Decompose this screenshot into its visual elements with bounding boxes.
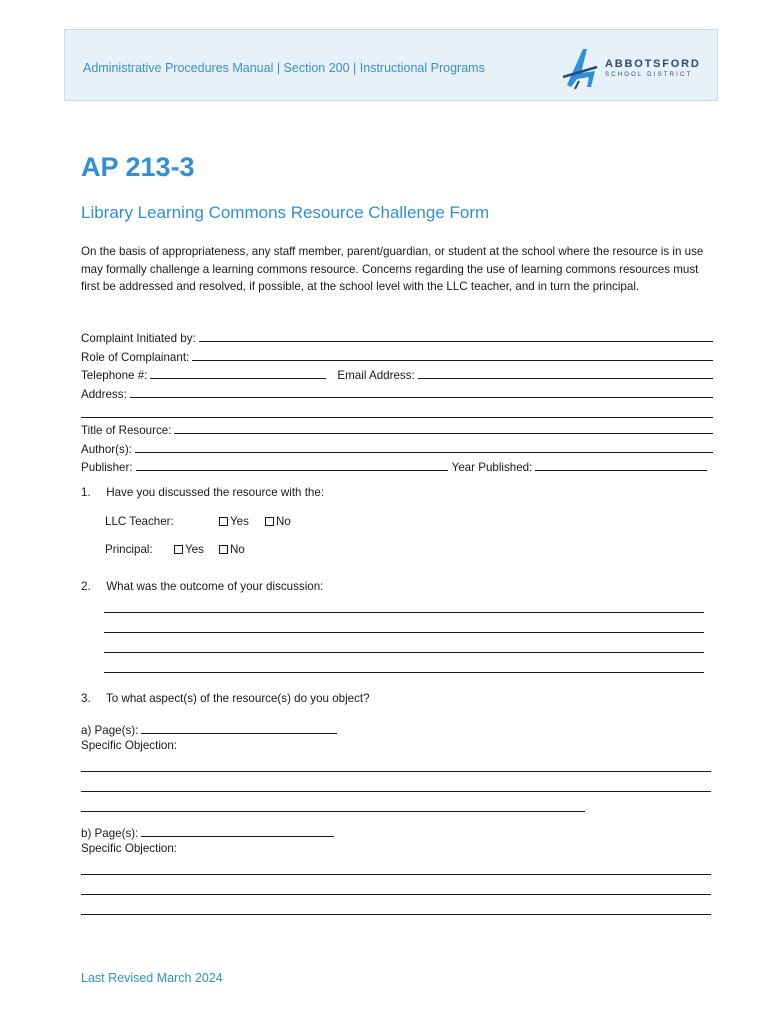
question-2-text: What was the outcome of your discussion: — [106, 580, 324, 593]
telephone-field[interactable] — [150, 366, 326, 379]
year-label: Year Published: — [451, 461, 533, 474]
authors-row — [81, 440, 713, 459]
principal-label: Principal: — [105, 543, 153, 556]
llc-yes-label: Yes — [230, 515, 249, 528]
principal-yes-label: Yes — [185, 543, 204, 556]
part-a-pages-field[interactable] — [141, 721, 337, 734]
question-1 — [81, 486, 324, 499]
checkbox-icon[interactable] — [219, 517, 228, 526]
address-row — [81, 385, 713, 404]
title-label: Title of Resource: — [81, 424, 172, 437]
complainant-fields — [81, 329, 713, 477]
answer-line[interactable] — [104, 613, 704, 633]
title-field[interactable] — [174, 421, 713, 434]
complaint-row — [81, 329, 713, 348]
answer-line[interactable] — [104, 633, 704, 653]
part-a-pages-label: a) Page(s): — [81, 724, 139, 737]
complaint-field[interactable] — [199, 329, 713, 342]
checkbox-icon[interactable] — [174, 545, 183, 554]
part-b-pages-field[interactable] — [141, 824, 334, 837]
part-b-objection-label: Specific Objection: — [81, 842, 178, 855]
authors-label: Author(s): — [81, 442, 132, 456]
llc-teacher-label: LLC Teacher: — [105, 515, 174, 528]
complaint-label: Complaint Initiated by: — [81, 332, 196, 345]
intro-paragraph: On the basis of appropriateness, any staff member, parent/guardian, or student at the school where the resource is in use may formally challenge a learning commons resource. Concerns regarding the use of learning commons resources must first be addressed and resolved, if possible, at the school level with the LLC teacher, and in turn the principal. — [81, 245, 704, 293]
logo-subtitle: SCHOOL DISTRICT — [605, 72, 693, 78]
role-row — [81, 348, 713, 367]
part-a-pages-row — [81, 721, 337, 737]
publisher-row — [81, 458, 713, 477]
publisher-field[interactable] — [136, 458, 448, 471]
answer-line[interactable] — [104, 593, 704, 613]
part-b-pages-label: b) Page(s): — [81, 827, 139, 840]
publisher-label: Publisher: — [81, 461, 133, 474]
answer-line[interactable] — [104, 653, 704, 673]
form-title: Library Learning Commons Resource Challenge Form — [81, 203, 490, 222]
answer-line[interactable] — [81, 772, 711, 792]
question-1-number: 1. — [81, 486, 91, 499]
title-row — [81, 421, 713, 440]
answer-line[interactable] — [81, 792, 585, 812]
email-field[interactable] — [418, 366, 713, 379]
address-field[interactable] — [130, 385, 713, 398]
abbotsford-a-icon — [561, 43, 605, 93]
logo-name: ABBOTSFORD — [605, 58, 701, 70]
question-3 — [81, 692, 370, 705]
document-header — [64, 29, 718, 101]
answer-line[interactable] — [81, 875, 711, 895]
telephone-label: Telephone #: — [81, 369, 148, 382]
address-field-line-2[interactable] — [81, 403, 713, 418]
district-logo — [561, 43, 701, 93]
role-field[interactable] — [192, 348, 713, 361]
question-3-number: 3. — [81, 692, 91, 705]
checkbox-icon[interactable] — [265, 517, 274, 526]
llc-no-option[interactable] — [265, 515, 291, 528]
checkbox-icon[interactable] — [219, 545, 228, 554]
part-a-objection-lines[interactable] — [81, 752, 711, 812]
llc-yes-option[interactable] — [219, 515, 249, 528]
question-2-number: 2. — [81, 580, 91, 593]
principal-no-option[interactable] — [219, 543, 245, 556]
contact-row — [81, 366, 713, 385]
answer-line[interactable] — [81, 752, 711, 772]
part-a-objection-label: Specific Objection: — [81, 739, 178, 752]
llc-no-label: No — [276, 515, 291, 528]
principal-yes-option[interactable] — [174, 543, 204, 556]
answer-line[interactable] — [81, 855, 711, 875]
last-revised: Last Revised March 2024 — [81, 971, 223, 985]
answer-line[interactable] — [81, 895, 711, 915]
discussion-outcome-lines[interactable] — [104, 593, 704, 673]
part-b-objection-lines[interactable] — [81, 855, 711, 915]
part-b-pages-row — [81, 824, 334, 840]
authors-field[interactable] — [135, 440, 713, 453]
role-label: Role of Complainant: — [81, 350, 190, 364]
address-label: Address: — [81, 387, 127, 401]
question-2 — [81, 580, 323, 593]
question-1-text: Have you discussed the resource with the: — [106, 486, 325, 499]
header-breadcrumb: Administrative Procedures Manual | Section 200 | Instructional Programs — [83, 61, 485, 75]
email-label: Email Address: — [337, 369, 415, 382]
year-field[interactable] — [535, 458, 707, 471]
question-3-text: To what aspect(s) of the resource(s) do you object? — [106, 692, 370, 705]
principal-no-label: No — [230, 543, 245, 556]
document-code: AP 213-3 — [81, 152, 195, 182]
